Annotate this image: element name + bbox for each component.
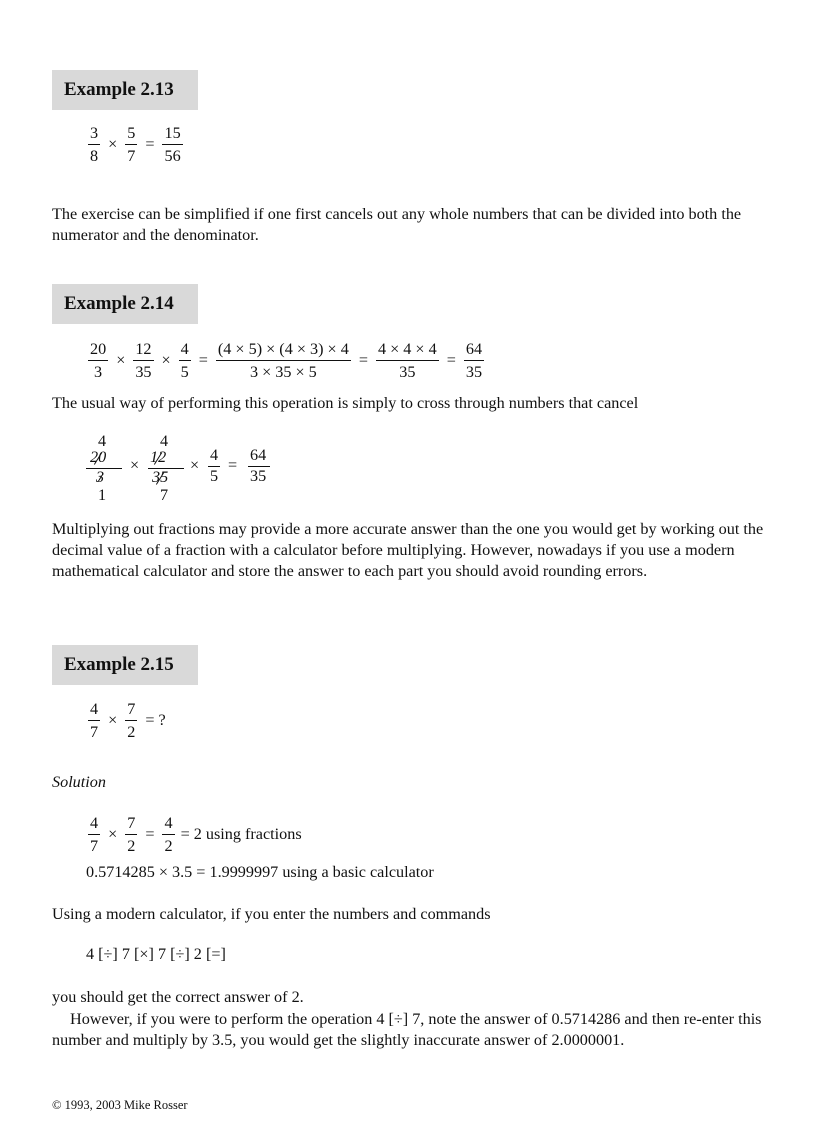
denominator: 2 xyxy=(125,834,137,855)
equals-sign: = xyxy=(228,456,238,474)
equals-sign: = xyxy=(358,351,368,369)
denominator: 7 xyxy=(88,834,100,855)
paragraph: Multiplying out fractions may provide a more accurate answer than the one you would get by working out the decimal value of a fraction with a calculator before multiplying. However, nowadays if you use a modern mathematical calculator and store the answer to each part you should avoid rounding errors. xyxy=(52,520,764,580)
numerator: 15 xyxy=(164,124,181,142)
times-sign: × xyxy=(116,351,126,369)
numerator: 4 xyxy=(90,700,99,718)
denominator: 35 xyxy=(250,467,267,485)
fraction xyxy=(179,340,191,381)
denominator: 5 xyxy=(210,467,219,485)
fraction xyxy=(125,700,137,741)
fraction xyxy=(125,814,137,855)
equation-2-15 xyxy=(86,700,172,741)
cancel-result: 7 xyxy=(160,486,169,504)
times-sign: × xyxy=(130,456,140,474)
solution-equation xyxy=(86,814,308,855)
denominator: 56 xyxy=(162,144,182,165)
numerator: 7 xyxy=(127,700,136,718)
fraction xyxy=(88,124,100,165)
copyright-footer: © 1993, 2003 Mike Rosser xyxy=(52,1098,188,1112)
numerator: 5 xyxy=(127,124,136,142)
paragraph: you should get the correct answer of 2. xyxy=(52,988,304,1006)
times-sign: × xyxy=(108,711,118,729)
solution-label: Solution xyxy=(52,773,106,791)
fraction xyxy=(464,340,484,381)
fraction xyxy=(88,340,108,381)
numerator: 4 xyxy=(180,340,189,358)
times-sign: × xyxy=(108,135,118,153)
paragraph: The exercise can be simplified if one first cancels out any whole numbers that can be divided into both the numerator and the denominator. xyxy=(52,205,742,244)
fraction xyxy=(376,340,439,381)
struck-denominator: 3 xyxy=(96,468,105,486)
numerator: 7 xyxy=(127,814,136,832)
equation-2-14 xyxy=(86,340,486,381)
denominator: 35 xyxy=(133,360,153,381)
example-heading: Example 2.13 xyxy=(52,70,198,110)
denominator: 3 xyxy=(88,360,108,381)
numerator: 64 xyxy=(250,446,267,464)
fraction xyxy=(125,124,137,165)
numerator: 12 xyxy=(135,340,152,358)
equals-sign: = xyxy=(198,351,208,369)
solution-result: = 2 using fractions xyxy=(180,825,302,843)
times-sign: × xyxy=(108,825,118,843)
denominator: 7 xyxy=(125,144,137,165)
numerator: 20 xyxy=(90,340,107,358)
example-heading: Example 2.14 xyxy=(52,284,198,324)
struck-numerator: 20 xyxy=(90,448,107,466)
numerator: 4 × 4 × 4 xyxy=(377,340,437,358)
fraction xyxy=(162,124,182,165)
equals-sign: = xyxy=(145,135,155,153)
equals-sign: = xyxy=(446,351,456,369)
calculator-line: 0.5714285 × 3.5 = 1.9999997 using a basic calculator xyxy=(86,863,434,881)
cancel-result: 4 xyxy=(160,432,169,450)
equation-2-13 xyxy=(86,124,185,165)
numerator: 3 xyxy=(90,124,99,142)
numerator: 4 xyxy=(90,814,99,832)
struck-denominator: 35 xyxy=(152,468,169,486)
denominator: 7 xyxy=(88,720,100,741)
struck-numerator: 12 xyxy=(150,448,167,466)
cancel-result: 1 xyxy=(98,486,107,504)
fraction xyxy=(133,340,153,381)
paragraph: The usual way of performing this operation is simply to cross through numbers that cancel xyxy=(52,394,639,412)
equals-sign: = xyxy=(145,825,155,843)
paragraph: However, if you were to perform the operation 4 [÷] 7, note the answer of 0.5714286 and then re-enter this number and multiply by 3.5, you would get the slightly inaccurate answer of 2.0000001. xyxy=(52,1010,762,1049)
numerator: 4 xyxy=(210,446,219,464)
cancellation-working xyxy=(86,432,286,504)
denominator: 35 xyxy=(464,360,484,381)
numerator: (4 × 5) × (4 × 3) × 4 xyxy=(217,340,349,358)
denominator: 3 × 35 × 5 xyxy=(216,360,351,381)
fraction xyxy=(216,340,351,381)
numerator: 4 xyxy=(164,814,173,832)
denominator: 2 xyxy=(162,834,174,855)
equals-question: = ? xyxy=(145,711,166,729)
fraction xyxy=(88,814,100,855)
example-heading: Example 2.15 xyxy=(52,645,198,685)
numerator: 64 xyxy=(465,340,483,358)
denominator: 2 xyxy=(125,720,137,741)
times-sign: × xyxy=(190,456,200,474)
fraction xyxy=(162,814,174,855)
denominator: 8 xyxy=(88,144,100,165)
denominator: 35 xyxy=(376,360,439,381)
denominator: 5 xyxy=(179,360,191,381)
key-sequence: 4 [÷] 7 [×] 7 [÷] 2 [=] xyxy=(86,945,226,963)
fraction xyxy=(88,700,100,741)
paragraph: Using a modern calculator, if you enter the numbers and commands xyxy=(52,905,491,923)
cancel-result: 4 xyxy=(98,432,107,450)
times-sign: × xyxy=(161,351,171,369)
